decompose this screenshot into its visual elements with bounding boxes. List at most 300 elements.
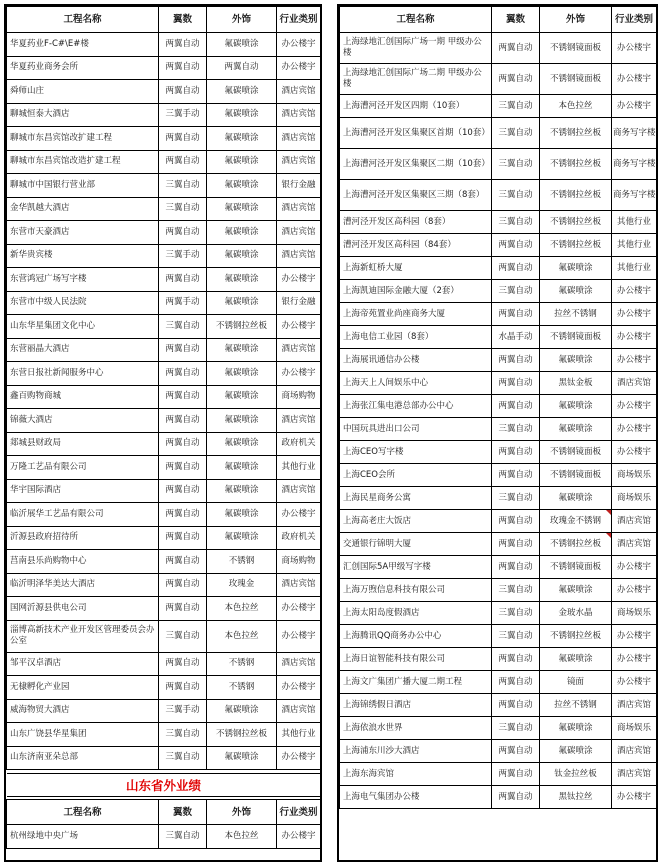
wing-type: 两翼自动: [492, 349, 540, 372]
wing-type: 两翼自动: [159, 338, 207, 362]
wing-type: 两翼自动: [492, 694, 540, 717]
wing-type: 三翼自动: [159, 723, 207, 747]
wing-type: 两翼自动: [159, 479, 207, 503]
wing-type: 两翼自动: [159, 550, 207, 574]
project-name: 威海物贸大酒店: [7, 699, 159, 723]
wing-type: 两翼自动: [492, 763, 540, 786]
industry-type: 商务写字楼: [612, 149, 657, 180]
industry-type: 酒店宾馆: [277, 150, 321, 174]
project-name: 临沂明泽华美达大酒店: [7, 573, 159, 597]
table-row: [7, 620, 321, 652]
industry-type: 银行金融: [277, 291, 321, 315]
table-row: [340, 487, 657, 510]
industry-type: 办公楼宇: [277, 676, 321, 700]
project-name: 上海张江集电港总部办公中心: [340, 395, 492, 418]
finish-type: 不锈钢镜面板: [540, 441, 612, 464]
table-row: [340, 33, 657, 64]
industry-type: 商场娱乐: [612, 717, 657, 740]
table-row: [7, 432, 321, 456]
wing-type: 两翼自动: [159, 127, 207, 151]
section-title: 山东省外业绩: [7, 774, 321, 797]
finish-type: 不锈钢镜面板: [540, 326, 612, 349]
industry-type: 酒店宾馆: [612, 510, 657, 533]
industry-type: 酒店宾馆: [277, 221, 321, 245]
industry-type: 办公楼宇: [612, 326, 657, 349]
wing-type: 三翼自动: [159, 746, 207, 770]
project-name: 杭州绿地中央广场: [7, 825, 159, 849]
finish-type: 氟碳喷涂: [207, 479, 277, 503]
wing-type: 三翼自动: [492, 625, 540, 648]
wing-type: 三翼自动: [492, 487, 540, 510]
project-name: 上海漕河泾开发区集聚区首期（10套）: [340, 118, 492, 149]
industry-type: 办公楼宇: [277, 620, 321, 652]
wing-type: 两翼自动: [492, 464, 540, 487]
project-name: 山东广饶县华星集团: [7, 723, 159, 747]
wing-type: 两翼自动: [492, 441, 540, 464]
wing-type: 两翼自动: [159, 362, 207, 386]
table-row: [7, 676, 321, 700]
project-name: 华夏药业F-C#\E#楼: [7, 33, 159, 57]
table-row: [7, 127, 321, 151]
project-name: 上海日谊智能科技有限公司: [340, 648, 492, 671]
finish-type: 氟碳喷涂: [207, 174, 277, 198]
header-industry: 行业类别: [277, 7, 321, 33]
wing-type: 两翼自动: [492, 510, 540, 533]
finish-type: 氟碳喷涂: [207, 699, 277, 723]
project-name: 聊城市中国银行营业部: [7, 174, 159, 198]
project-name: 邹平汉卓酒店: [7, 652, 159, 676]
project-name: 上海绿地汇创国际广场一期 甲级办公楼: [340, 33, 492, 64]
industry-type: 办公楼宇: [277, 268, 321, 292]
table-row: [340, 118, 657, 149]
wing-type: 两翼自动: [492, 533, 540, 556]
project-name: 上海锦绣假日酒店: [340, 694, 492, 717]
table-row: [340, 740, 657, 763]
table-row: [340, 648, 657, 671]
finish-type: 氟碳喷涂: [207, 244, 277, 268]
wing-type: 两翼自动: [492, 234, 540, 257]
project-name: 上海新虹桥大厦: [340, 257, 492, 280]
finish-type: 不锈钢拉丝板: [540, 533, 612, 556]
finish-type: 不锈钢镜面板: [540, 64, 612, 95]
finish-type: 不锈钢拉丝板: [540, 625, 612, 648]
table-row: [340, 280, 657, 303]
project-name: 淄博高新技术产业开发区管理委员会办公室: [7, 620, 159, 652]
finish-type: 氟碳喷涂: [207, 127, 277, 151]
wing-type: 两翼自动: [159, 150, 207, 174]
industry-type: 办公楼宇: [277, 56, 321, 80]
wing-type: 三翼手动: [159, 103, 207, 127]
project-name: 山东济南亚朵总部: [7, 746, 159, 770]
industry-type: 办公楼宇: [277, 746, 321, 770]
table-row: [7, 409, 321, 433]
industry-type: 其他行业: [277, 456, 321, 480]
table-header-row-right: [340, 7, 657, 33]
project-name: 上海东海宾馆: [340, 763, 492, 786]
industry-type: 办公楼宇: [612, 579, 657, 602]
table-row: [7, 174, 321, 198]
industry-type: 商场娱乐: [612, 487, 657, 510]
finish-type: 氟碳喷涂: [540, 487, 612, 510]
table-row: [7, 825, 321, 849]
table-row: [7, 479, 321, 503]
table-row: [340, 372, 657, 395]
left-project-table: [4, 4, 322, 862]
table-header-row-2: [7, 800, 321, 825]
project-name: 上海腾讯QQ商务办公中心: [340, 625, 492, 648]
finish-type: 氟碳喷涂: [207, 362, 277, 386]
wing-type: 两翼自动: [159, 221, 207, 245]
header-finish-right: 外饰: [540, 7, 612, 33]
project-name: 舜师山庄: [7, 80, 159, 104]
project-name: 郯城县财政局: [7, 432, 159, 456]
industry-type: 酒店宾馆: [612, 372, 657, 395]
finish-type: 氟碳喷涂: [540, 395, 612, 418]
wing-type: 两翼自动: [159, 456, 207, 480]
project-name: 莒南县乐尚购物中心: [7, 550, 159, 574]
industry-type: 酒店宾馆: [277, 103, 321, 127]
industry-type: 办公楼宇: [612, 671, 657, 694]
project-name: 上海浦东川沙大酒店: [340, 740, 492, 763]
wing-type: 两翼自动: [159, 503, 207, 527]
table-row: [340, 234, 657, 257]
wing-type: 两翼自动: [159, 385, 207, 409]
finish-type: 玫瑰金: [207, 573, 277, 597]
project-name: 金华凯越大酒店: [7, 197, 159, 221]
table-header-row: [7, 7, 321, 33]
project-name: 上海绿地汇创国际广场二期 甲级办公楼: [340, 64, 492, 95]
industry-type: 酒店宾馆: [277, 652, 321, 676]
industry-type: 酒店宾馆: [277, 699, 321, 723]
table-row: [340, 786, 657, 809]
table-row: [7, 526, 321, 550]
header-wings: 翼数: [159, 7, 207, 33]
project-name: 中国玩具进出口公司: [340, 418, 492, 441]
wing-type: 两翼自动: [492, 372, 540, 395]
wing-type: 三翼自动: [492, 211, 540, 234]
finish-type: 氟碳喷涂: [540, 717, 612, 740]
finish-type: 氟碳喷涂: [540, 648, 612, 671]
header-wings-2: 翼数: [159, 800, 207, 825]
table-row: [7, 699, 321, 723]
project-name: 新华贵宾楼: [7, 244, 159, 268]
wing-type: 三翼自动: [492, 280, 540, 303]
table-row: [7, 291, 321, 315]
finish-type: 黑钛金板: [540, 372, 612, 395]
industry-type: 其他行业: [277, 723, 321, 747]
table-row: [7, 362, 321, 386]
finish-type: 氟碳喷涂: [207, 746, 277, 770]
wing-type: 两翼自动: [492, 64, 540, 95]
finish-type: 本色拉丝: [540, 95, 612, 118]
project-name: 锦薇大酒店: [7, 409, 159, 433]
table-row: [7, 103, 321, 127]
wing-type: 两翼自动: [159, 652, 207, 676]
industry-type: 办公楼宇: [612, 786, 657, 809]
wing-type: 两翼自动: [492, 395, 540, 418]
finish-type: 不锈钢镜面板: [540, 556, 612, 579]
finish-type: 不锈钢镜面板: [540, 464, 612, 487]
header-finish-2: 外饰: [207, 800, 277, 825]
industry-type: 酒店宾馆: [612, 533, 657, 556]
finish-type: 氟碳喷涂: [207, 409, 277, 433]
industry-type: 酒店宾馆: [277, 197, 321, 221]
table-row: [7, 597, 321, 621]
table-row: [7, 268, 321, 292]
header-wings-right: 翼数: [492, 7, 540, 33]
wing-type: 三翼自动: [159, 197, 207, 221]
table-row: [7, 338, 321, 362]
industry-type: 办公楼宇: [277, 597, 321, 621]
wing-type: 两翼自动: [492, 671, 540, 694]
project-name: 上海CEO写字楼: [340, 441, 492, 464]
wing-type: 两翼自动: [159, 573, 207, 597]
finish-type: 氟碳喷涂: [540, 418, 612, 441]
wing-type: 两翼自动: [492, 303, 540, 326]
right-project-table: [337, 4, 658, 862]
industry-type: 办公楼宇: [277, 825, 321, 849]
finish-type: 氟碳喷涂: [540, 349, 612, 372]
project-name: 沂源县政府招待所: [7, 526, 159, 550]
industry-type: 酒店宾馆: [277, 80, 321, 104]
table-row: [340, 625, 657, 648]
finish-type: 本色拉丝: [207, 597, 277, 621]
project-name: 上海电信工业园（8套）: [340, 326, 492, 349]
finish-type: 氟碳喷涂: [207, 103, 277, 127]
wing-type: 三翼自动: [492, 149, 540, 180]
finish-type: 氟碳喷涂: [540, 579, 612, 602]
wing-type: 三翼自动: [159, 825, 207, 849]
wing-type: 三翼自动: [492, 180, 540, 211]
project-name: 国网沂源县供电公司: [7, 597, 159, 621]
project-name: 聊城市东昌宾馆改造扩建工程: [7, 150, 159, 174]
table-row: [340, 694, 657, 717]
industry-type: 办公楼宇: [612, 441, 657, 464]
project-name: 交通银行锦明大厦: [340, 533, 492, 556]
finish-type: 不锈钢拉丝板: [540, 149, 612, 180]
finish-type: 氟碳喷涂: [540, 257, 612, 280]
industry-type: 商场购物: [277, 550, 321, 574]
table-row: [7, 33, 321, 57]
industry-type: 商务写字楼: [612, 180, 657, 211]
industry-type: 办公楼宇: [277, 33, 321, 57]
wing-type: 三翼自动: [159, 315, 207, 339]
wing-type: 两翼自动: [492, 648, 540, 671]
wing-type: 两翼自动: [492, 556, 540, 579]
table-row: [340, 303, 657, 326]
project-name: 华宇国际酒店: [7, 479, 159, 503]
wing-type: 两翼自动: [159, 676, 207, 700]
wing-type: 两翼自动: [492, 257, 540, 280]
table-row: [340, 602, 657, 625]
header-finish: 外饰: [207, 7, 277, 33]
project-name: 东营鸿冠广场写字楼: [7, 268, 159, 292]
industry-type: 商场购物: [277, 385, 321, 409]
finish-type: 氟碳喷涂: [207, 291, 277, 315]
table-row: [7, 503, 321, 527]
wing-type: 三翼自动: [159, 620, 207, 652]
finish-type: 氟碳喷涂: [207, 197, 277, 221]
table-row: [7, 197, 321, 221]
industry-type: 办公楼宇: [612, 556, 657, 579]
table-row: [340, 326, 657, 349]
project-name: 东营丽晶大酒店: [7, 338, 159, 362]
wing-type: 三翼自动: [492, 95, 540, 118]
table-row: [340, 510, 657, 533]
project-name: 上海漕河泾开发区集聚区二期（10套）: [340, 149, 492, 180]
table-row: [340, 418, 657, 441]
finish-type: 两翼自动: [207, 56, 277, 80]
finish-type: 不锈钢拉丝板: [540, 118, 612, 149]
industry-type: 银行金融: [277, 174, 321, 198]
table-row: [7, 746, 321, 770]
wing-type: 水晶手动: [492, 326, 540, 349]
header-name-2: 工程名称: [7, 800, 159, 825]
table-row: [340, 441, 657, 464]
finish-type: 氟碳喷涂: [207, 526, 277, 550]
table-row: [7, 652, 321, 676]
project-name: 万隆工艺品有限公司: [7, 456, 159, 480]
project-name: 汇创国际5A甲级写字楼: [340, 556, 492, 579]
table-row: [7, 221, 321, 245]
table-row: [340, 464, 657, 487]
industry-type: 办公楼宇: [612, 349, 657, 372]
table-row: [7, 456, 321, 480]
finish-type: 拉丝不锈钢: [540, 303, 612, 326]
table-row: [7, 315, 321, 339]
industry-type: 办公楼宇: [277, 362, 321, 386]
table-row: [340, 95, 657, 118]
table-row: [7, 723, 321, 747]
industry-type: 办公楼宇: [612, 95, 657, 118]
wing-type: 两翼自动: [159, 268, 207, 292]
industry-type: 酒店宾馆: [612, 694, 657, 717]
industry-type: 政府机关: [277, 432, 321, 456]
table-row: [340, 149, 657, 180]
finish-type: 氟碳喷涂: [540, 280, 612, 303]
wing-type: 两翼自动: [159, 56, 207, 80]
wing-type: 三翼自动: [492, 602, 540, 625]
industry-type: 酒店宾馆: [612, 740, 657, 763]
project-name: 上海帝苑置业尚座商务大厦: [340, 303, 492, 326]
table-row: [340, 257, 657, 280]
finish-type: 钛金拉丝板: [540, 763, 612, 786]
project-name: 上海天上人间娱乐中心: [340, 372, 492, 395]
finish-type: 玫瑰金不锈钢: [540, 510, 612, 533]
finish-type: 金玻水晶: [540, 602, 612, 625]
wing-type: 两翼自动: [159, 597, 207, 621]
industry-type: 商场娱乐: [612, 602, 657, 625]
industry-type: 酒店宾馆: [277, 479, 321, 503]
industry-type: 酒店宾馆: [277, 244, 321, 268]
finish-type: 不锈钢: [207, 652, 277, 676]
finish-type: 不锈钢拉丝板: [540, 211, 612, 234]
table-row: [7, 56, 321, 80]
table-row: [340, 671, 657, 694]
header-industry-2: 行业类别: [277, 800, 321, 825]
industry-type: 办公楼宇: [612, 64, 657, 95]
project-name: 东营日报社新闻服务中心: [7, 362, 159, 386]
finish-type: 不锈钢拉丝板: [207, 315, 277, 339]
finish-type: 氟碳喷涂: [207, 221, 277, 245]
table-row: [340, 395, 657, 418]
header-name-right: 工程名称: [340, 7, 492, 33]
industry-type: 其他行业: [612, 234, 657, 257]
finish-type: 氟碳喷涂: [207, 385, 277, 409]
project-name: 上海高老庄大饭店: [340, 510, 492, 533]
finish-type: 拉丝不锈钢: [540, 694, 612, 717]
project-name: 华夏药业商务会所: [7, 56, 159, 80]
finish-type: 氟碳喷涂: [540, 740, 612, 763]
finish-type: 不锈钢拉丝板: [207, 723, 277, 747]
finish-type: 不锈钢拉丝板: [540, 180, 612, 211]
finish-type: 氟碳喷涂: [207, 150, 277, 174]
wing-type: 两翼自动: [159, 80, 207, 104]
table-row: [340, 717, 657, 740]
wing-type: 两翼自动: [159, 33, 207, 57]
wing-type: 两翼自动: [159, 409, 207, 433]
industry-type: 办公楼宇: [612, 280, 657, 303]
table-row: [340, 64, 657, 95]
project-name: 临沂展华工艺品有限公司: [7, 503, 159, 527]
wing-type: 两翼手动: [159, 291, 207, 315]
finish-type: 不锈钢: [207, 676, 277, 700]
table-row: [340, 533, 657, 556]
wing-type: 三翼自动: [492, 579, 540, 602]
table-row: [7, 244, 321, 268]
finish-type: 不锈钢镜面板: [540, 33, 612, 64]
finish-type: 氟碳喷涂: [207, 432, 277, 456]
finish-type: 氟碳喷涂: [207, 338, 277, 362]
wing-type: 两翼自动: [492, 786, 540, 809]
table-row: [7, 573, 321, 597]
project-name: 聊城恒泰大酒店: [7, 103, 159, 127]
wing-type: 三翼自动: [492, 717, 540, 740]
header-industry-right: 行业类别: [612, 7, 657, 33]
project-name: 漕河泾开发区高科园（8套）: [340, 211, 492, 234]
project-name: 无棣孵化产业园: [7, 676, 159, 700]
wing-type: 两翼自动: [159, 432, 207, 456]
industry-type: 办公楼宇: [277, 315, 321, 339]
finish-type: 镜面: [540, 671, 612, 694]
project-name: 上海漕河泾开发区四期（10套）: [340, 95, 492, 118]
wing-type: 三翼手动: [159, 699, 207, 723]
project-name: 上海电气集团办公楼: [340, 786, 492, 809]
wing-type: 三翼自动: [492, 418, 540, 441]
industry-type: 酒店宾馆: [277, 409, 321, 433]
industry-type: 酒店宾馆: [612, 763, 657, 786]
industry-type: 办公楼宇: [612, 395, 657, 418]
project-name: 上海文广集团广播大厦二期工程: [340, 671, 492, 694]
table-row: [7, 550, 321, 574]
industry-type: 其他行业: [612, 211, 657, 234]
table-row: [340, 349, 657, 372]
finish-type: 本色拉丝: [207, 620, 277, 652]
industry-type: 办公楼宇: [612, 625, 657, 648]
project-name: 上海太阳岛度假酒店: [340, 602, 492, 625]
project-name: 上海凯迪国际金融大厦（2套）: [340, 280, 492, 303]
section-title-row: [7, 774, 321, 797]
table-row: [340, 556, 657, 579]
industry-type: 商务写字楼: [612, 118, 657, 149]
finish-type: 不锈钢: [207, 550, 277, 574]
table-row: [7, 385, 321, 409]
finish-type: 黑钛拉丝: [540, 786, 612, 809]
header-name: 工程名称: [7, 7, 159, 33]
project-name: 东营市中级人民法院: [7, 291, 159, 315]
project-name: 上海展讯通信办公楼: [340, 349, 492, 372]
industry-type: 酒店宾馆: [277, 127, 321, 151]
